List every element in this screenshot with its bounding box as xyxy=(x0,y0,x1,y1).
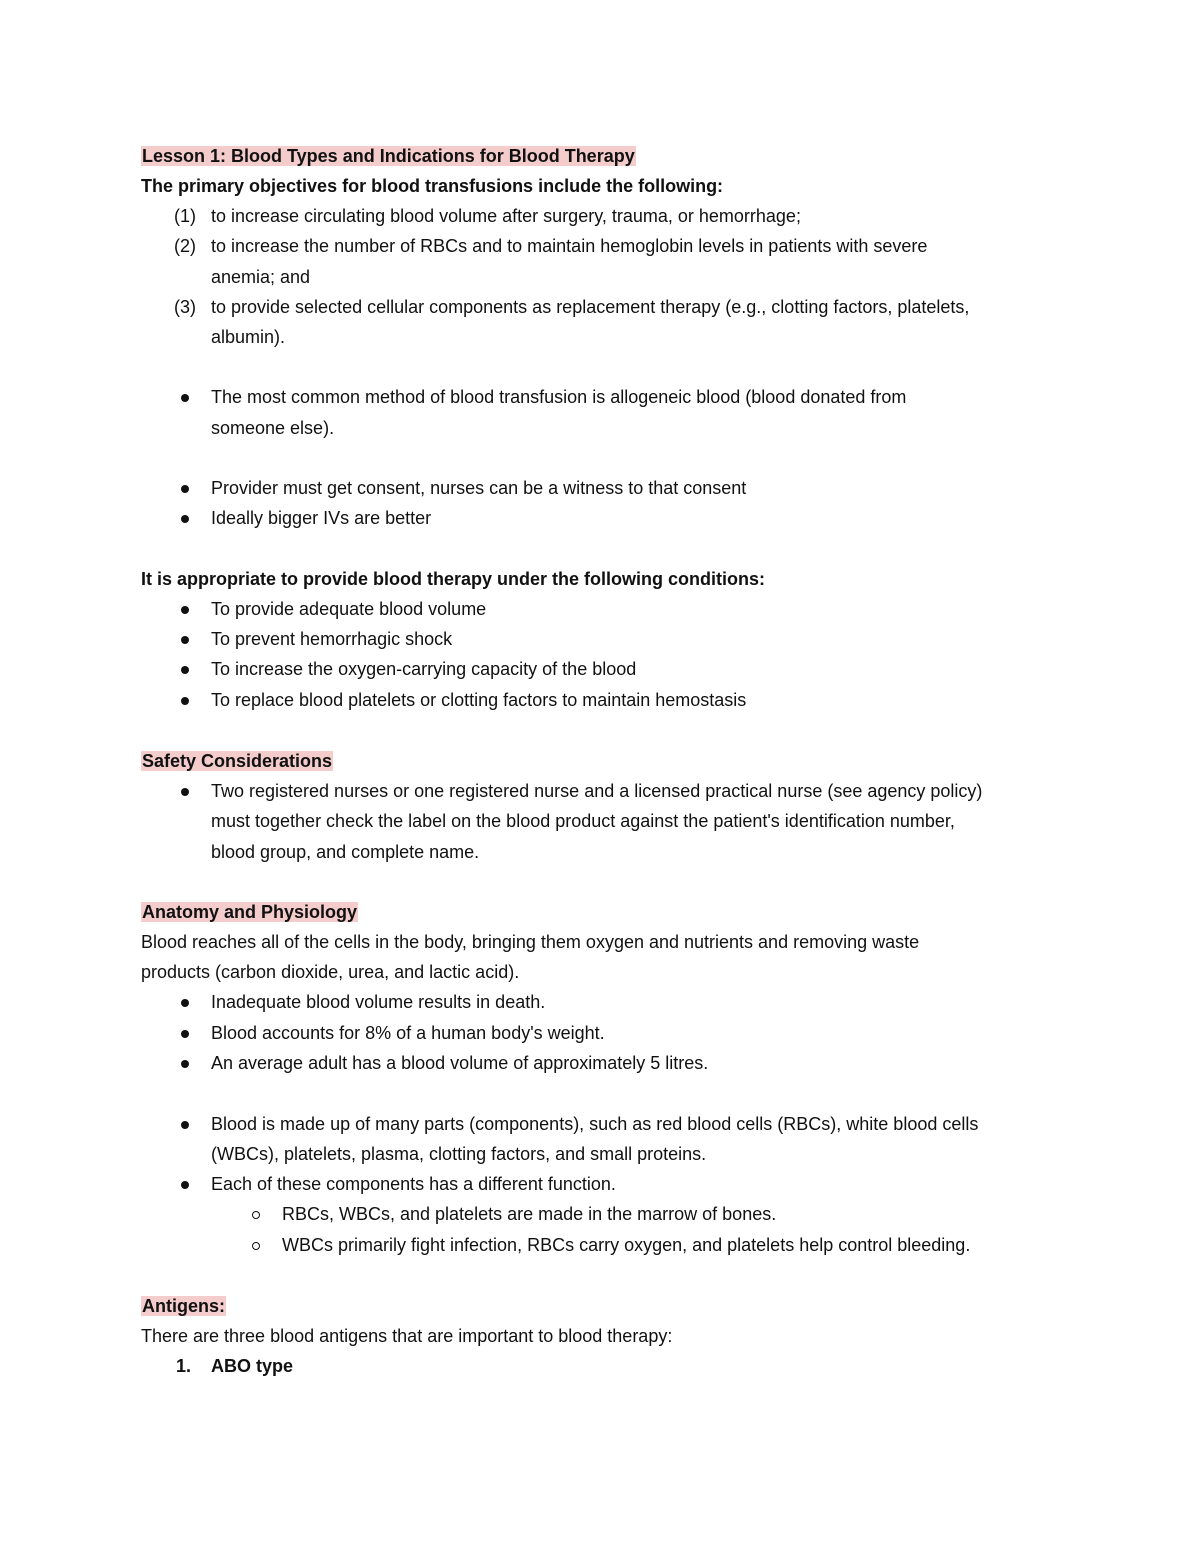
components-sub-1: RBCs, WBCs, and platelets are made in the marrow of bones. xyxy=(282,1204,777,1224)
objective-1-text: to increase circulating blood volume after surgery, trauma, or hemorrhage; xyxy=(211,206,801,226)
anatomy-fact-2: Blood accounts for 8% of a human body's weight. xyxy=(211,1023,605,1043)
bullet-icon xyxy=(176,1169,202,1199)
conditions-intro: It is appropriate to provide blood therapy under the following conditions: xyxy=(141,569,766,589)
safety-text: Two registered nurses or one registered nurse and a licensed practical nurse (see agency policy) xyxy=(211,781,983,801)
anatomy-fact-1: Inadequate blood volume results in death. xyxy=(211,992,546,1012)
hollow-bullet-icon xyxy=(247,1199,273,1229)
safety-heading xyxy=(141,746,1061,776)
safety-text-cont-1: must together check the label on the blood product against the patient's identification number, xyxy=(211,811,955,831)
objective-2-text-cont: anemia; and xyxy=(211,267,311,287)
antigens-heading xyxy=(141,1291,1061,1321)
anatomy-heading xyxy=(141,897,1061,927)
note-3-text: Ideally bigger IVs are better xyxy=(211,508,432,528)
bullet-icon xyxy=(176,624,202,654)
bullet-icon xyxy=(176,382,202,412)
note-1-text: The most common method of blood transfusion is allogeneic blood (blood donated from xyxy=(211,387,907,407)
antigens-intro: There are three blood antigens that are important to blood therapy: xyxy=(141,1326,673,1346)
anatomy-intro: Blood reaches all of the cells in the body, bringing them oxygen and nutrients and removing waste xyxy=(141,932,920,952)
antigen-1-label: ABO type xyxy=(211,1356,294,1376)
bullet-icon xyxy=(176,594,202,624)
objectives-intro: The primary objectives for blood transfusions include the following: xyxy=(141,176,724,196)
components-text: Blood is made up of many parts (components), such as red blood cells (RBCs), white blood cells xyxy=(211,1114,979,1134)
objective-3-text-cont: albumin). xyxy=(211,327,286,347)
bullet-icon xyxy=(176,1018,202,1048)
objective-3-marker: (3) xyxy=(174,297,196,317)
anatomy-fact-3: An average adult has a blood volume of approximately 5 litres. xyxy=(211,1053,709,1073)
antigen-1-marker: 1. xyxy=(176,1356,192,1376)
safety-text-cont-2: blood group, and complete name. xyxy=(211,842,480,862)
bullet-icon xyxy=(176,776,202,806)
condition-2: To prevent hemorrhagic shock xyxy=(211,629,453,649)
bullet-icon xyxy=(176,987,202,1017)
components-text-cont: (WBCs), platelets, plasma, clotting factors, and small proteins. xyxy=(211,1144,707,1164)
condition-1: To provide adequate blood volume xyxy=(211,599,487,619)
anatomy-heading-highlight: Anatomy and Physiology xyxy=(142,902,358,922)
bullet-icon xyxy=(176,503,202,533)
components-function: Each of these components has a different function. xyxy=(211,1174,616,1194)
safety-heading-highlight: Safety Considerations xyxy=(142,751,333,771)
antigens-heading-highlight: Antigens: xyxy=(142,1296,225,1316)
bullet-icon xyxy=(176,473,202,503)
components-sub-2: WBCs primarily fight infection, RBCs carry oxygen, and platelets help control bleeding. xyxy=(282,1235,971,1255)
lesson-title-highlight: Lesson 1: Blood Types and Indications for Blood Therapy xyxy=(142,146,635,166)
objective-2-marker: (2) xyxy=(174,236,196,256)
lesson-title xyxy=(141,141,1061,171)
note-2-text: Provider must get consent, nurses can be a witness to that consent xyxy=(211,478,747,498)
condition-3: To increase the oxygen-carrying capacity of the blood xyxy=(211,659,637,679)
hollow-bullet-icon xyxy=(247,1230,273,1260)
bullet-icon xyxy=(176,654,202,684)
condition-4: To replace blood platelets or clotting factors to maintain hemostasis xyxy=(211,690,747,710)
objective-3-text: to provide selected cellular components as replacement therapy (e.g., clotting factors, platelets, xyxy=(211,297,970,317)
bullet-icon xyxy=(176,1109,202,1139)
objective-2-text: to increase the number of RBCs and to maintain hemoglobin levels in patients with severe xyxy=(211,236,928,256)
bullet-icon xyxy=(176,685,202,715)
note-1-text-cont: someone else). xyxy=(211,418,335,438)
objective-1-marker: (1) xyxy=(174,206,196,226)
bullet-icon xyxy=(176,1048,202,1078)
anatomy-intro-cont: products (carbon dioxide, urea, and lactic acid). xyxy=(141,962,520,982)
